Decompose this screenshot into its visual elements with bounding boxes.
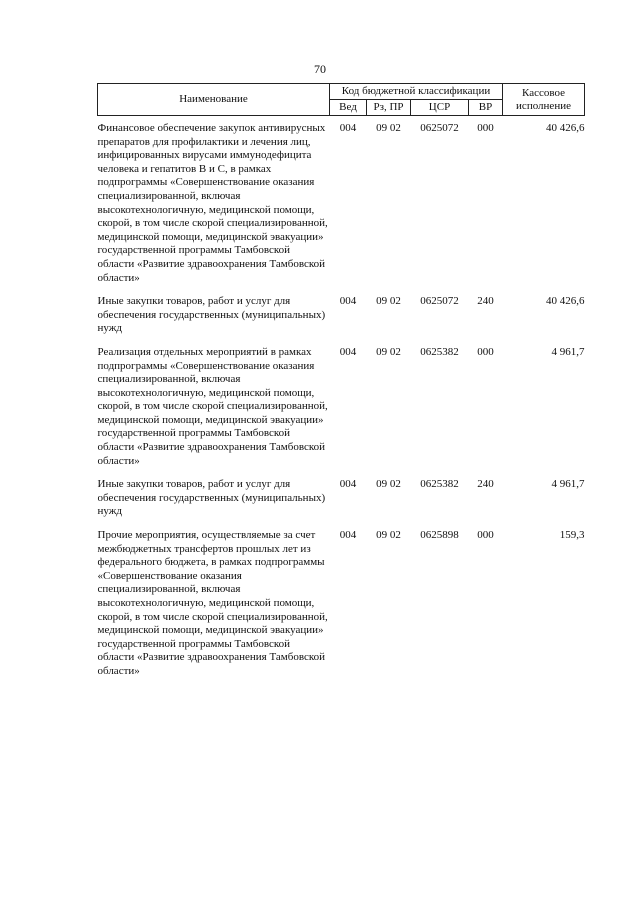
- header-vr: ВР: [469, 100, 503, 116]
- row-csr: 0625382: [420, 345, 459, 358]
- row-csr: 0625072: [420, 122, 459, 134]
- header-name: Наименование: [98, 84, 330, 116]
- table-row: [98, 529, 585, 679]
- header-csr: ЦСР: [411, 100, 469, 116]
- row-amount: 4 961,7: [551, 345, 585, 358]
- budget-table: [97, 83, 585, 679]
- row-csr: 0625898: [420, 529, 459, 542]
- table-header: [98, 84, 585, 116]
- row-vr: 000: [477, 529, 494, 542]
- row-name: Финансовое обеспечение закупок антивирусных препаратов для профилактики и лечения лиц, инфицированных вирусами иммунодефицита человека и гепатитов В и С, в рамках подпрограммы «Совершенствование оказания специализированной, включая высокотехнологичную, медицинской помощи, скорой, в том числе скорой специализированной, медицинской помощи, медицинской эвакуации» государственной программы Тамбовской области «Развитие здравоохранения Тамбовской области»: [97, 122, 328, 284]
- row-rz-pr: 09 02: [376, 529, 401, 542]
- row-ved: 004: [339, 295, 357, 308]
- row-amount: 40 426,6: [546, 295, 585, 308]
- header-cash-line1: Кассовое: [522, 86, 565, 99]
- row-name: Иные закупки товаров, работ и услуг для обеспечения государственных (муниципальных) нужд: [97, 295, 326, 335]
- row-ved: 004: [339, 345, 357, 358]
- row-vr: 240: [477, 295, 494, 308]
- row-rz-pr: 09 02: [376, 122, 401, 134]
- row-csr: 0625382: [420, 478, 459, 491]
- header-ved: Вед: [330, 100, 367, 116]
- page-number: 70: [314, 62, 326, 76]
- row-ved: 004: [339, 122, 357, 134]
- row-vr: 000: [477, 345, 494, 358]
- row-name: Иные закупки товаров, работ и услуг для обеспечения государственных (муниципальных) нужд: [97, 478, 326, 518]
- row-name: Реализация отдельных мероприятий в рамках подпрограммы «Совершенствование оказания специализированной, включая высокотехнологичную, медицинской помощи, скорой, в том числе скорой специализированной, медицинской помощи, медицинской эвакуации» государственной программы Тамбовской области «Развитие здравоохранения Тамбовской области»: [97, 345, 328, 467]
- row-rz-pr: 09 02: [376, 478, 401, 491]
- row-vr: 000: [477, 122, 494, 134]
- row-csr: 0625072: [420, 295, 459, 308]
- row-ved: 004: [339, 529, 357, 542]
- row-rz-pr: 09 02: [376, 295, 401, 308]
- table-row: [98, 346, 585, 468]
- header-classification: Код бюджетной классификации: [330, 84, 503, 100]
- header-rz-pr: Рз, ПР: [367, 100, 411, 116]
- row-rz-pr: 09 02: [376, 345, 401, 358]
- row-ved: 004: [339, 478, 357, 491]
- row-amount: 159,3: [559, 529, 585, 542]
- table-row: [98, 478, 585, 519]
- table-row: [98, 122, 585, 285]
- row-amount: 4 961,7: [551, 478, 585, 491]
- row-amount: 40 426,6: [546, 122, 585, 134]
- row-vr: 240: [477, 478, 494, 491]
- row-name: Прочие мероприятия, осуществляемые за счет межбюджетных трансфертов прошлых лет из федерального бюджета, в рамках подпрограммы «Совершенствование оказания специализированной, включая высокотехнологичную, медицинской помощи, скорой, в том числе скорой специализированной, медицинской помощи, медицинской эвакуации» государственной программы Тамбовской области «Развитие здравоохранения Тамбовской области»: [97, 529, 328, 677]
- table-body: [98, 116, 585, 679]
- table-row: [98, 295, 585, 336]
- header-cash-execution: [503, 84, 585, 116]
- header-cash-line2: исполнение: [516, 99, 571, 112]
